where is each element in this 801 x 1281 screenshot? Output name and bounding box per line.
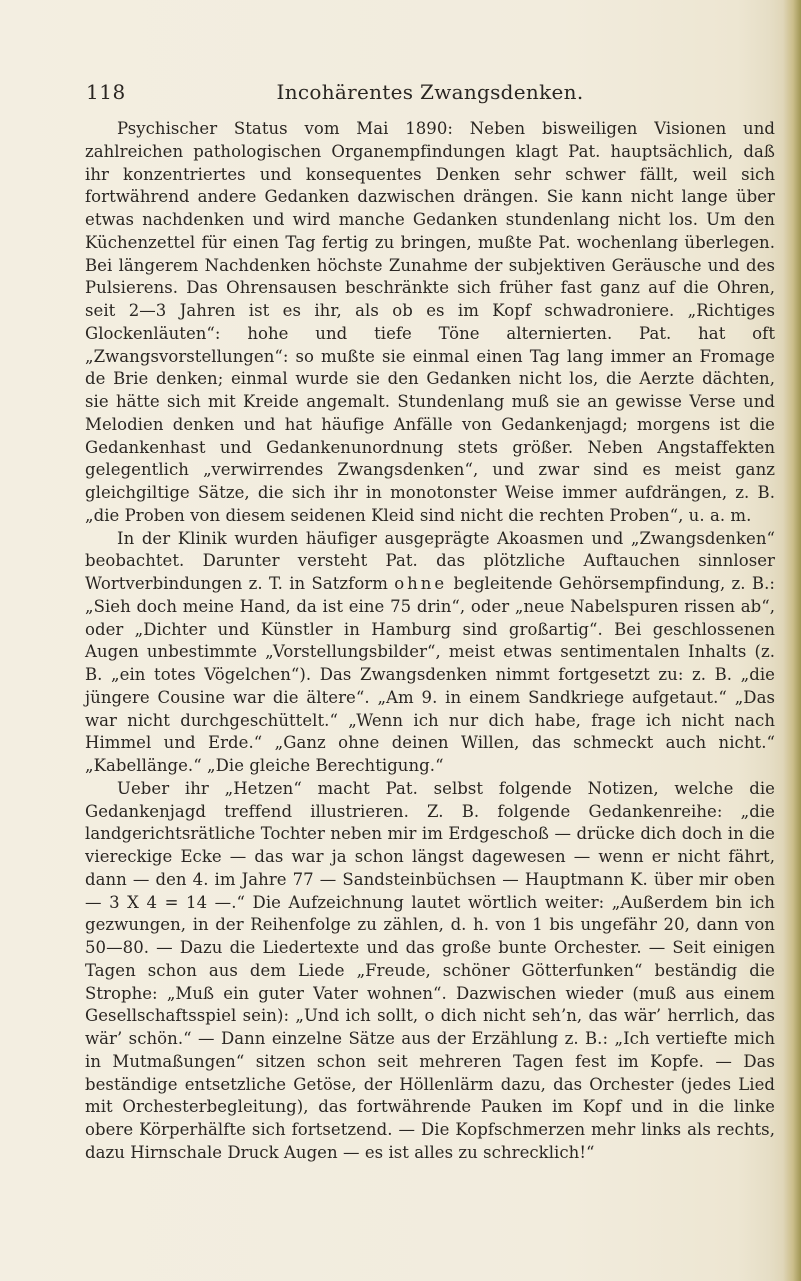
paragraph-text: Ueber ihr „Hetzen“ macht Pat. selbst folgende Notizen, welche die Gedankenjagd treffend illustrieren. Z. B. folgende Gedankenreihe: „die landgerichtsrätliche Tochter neben mir im Erdgeschoß — drücke dich doch in die viereckige Ecke — das war ja schon längst dagewesen — wenn er nicht fährt, dann — den 4. im Jahre 77 — Sandsteinbüchsen — Hauptmann K. über mir oben — 3 X 4 = 14 —.“ Die Aufzeichnung lautet wörtlich weiter: „Außerdem bin ich gezwungen, in der Reihenfolge zu zählen, d. h. von 1 bis ungefähr 20, dann von 50—80. — Dazu die Liedertexte und das große bunte Orchester. — Seit einigen Tagen schon aus dem Liede „Freude, schöner Götterfunken“ beständig die Strophe: „Muß ein guter Vater wohnen“. Dazwischen wieder (muß aus einem Gesellschaftsspiel sein): „Und ich sollt, o dich nicht seh’n, das wär’ herrlich, das wär’ schön.“ — Dann einzelne Sätze aus der Erzählung z. B.: „Ich vertiefte mich in Mutmaßungen“ sitzen schon seit mehreren Tagen fest im Kopfe. — Das beständige entsetzliche Getöse, der Höllenlärm dazu, das Orchester (jedes Lied mit Orchesterbegleitung), das fortwährende Pauken im Kopf und in die linke obere Körperhälfte sich fortsetzend. — Die Kopfschmerzen mehr links als rechts, dazu Hirnschale Druck Augen — es ist alles zu schrecklich!“ xyxy=(85,778,775,1162)
paragraph-text: Psychischer Status vom Mai 1890: Neben bisweiligen Visionen und zahlreichen pathologischen Organempfindungen klagt Pat. hauptsächlich, daß ihr konzentriertes und konsequentes Denken sehr schwer fällt, weil sich fortwährend andere Gedanken dazwischen drängen. Sie kann nicht lange über etwas nachdenken und wird manche Gedanken stundenlang nicht los. Um den Küchenzettel für einen Tag fertig zu bringen, mußte Pat. wochenlang überlegen. Bei längerem Nachdenken höchste Zunahme der subjektiven Geräusche und des Pulsierens. Das Ohrensausen beschränkte sich früher fast ganz auf die Ohren, seit 2—3 Jahren ist es ihr, als ob es im Kopf schwadroniere. „Richtiges Glockenläuten“: hohe und tiefe Töne alternierten. Pat. hat oft „Zwangsvorstellungen“: so mußte sie einmal einen Tag lang immer an Fromage de Brie denken; einmal wurde sie den Gedanken nicht los, die Aerzte dächten, sie hätte sich mit Kreide angemalt. Stundenlang muß sie an gewisse Verse und Melodien denken und hat häufige Anfälle von Gedankenjagd; morgens ist die Gedankenhast und Gedankenunordnung stets größer. Neben Angstaffekten gelegentlich „verwirrendes Zwangsdenken“, und zwar sind es meist ganz gleichgiltige Sätze, die sich ihr in monotonster Weise immer aufdrängen, z. B. „die Proben von diesem seidenen Kleid sind nicht die rechten Proben“, u. a. m. xyxy=(85,119,775,525)
page-header xyxy=(86,80,774,104)
paragraph-clinic-observations xyxy=(85,528,775,778)
page-number: 118 xyxy=(86,80,126,104)
body-text xyxy=(85,118,775,1165)
running-title: Incohärentes Zwangsdenken. xyxy=(276,80,584,104)
paragraph-text: begleitende Gehörsempfindung, z. B.: „Sieh doch meine Hand, da ist eine 75 drin“, oder „neue Nabelspuren rissen ab“, oder „Dichter und Künstler in Hamburg sind großartig“. Bei geschlossenen Augen unbestimmte „Vorstellungsbilder“, meist etwas sentimentalen Inhalts (z. B. „ein totes Vögelchen“). Das Zwangsdenken nimmt fortgesetzt zu: z. B. „die jüngere Cousine war die ältere“. „Am 9. in einem Sandkriege aufgetaut.“ „Das war nicht durchgeschüttelt.“ „Wenn ich nur dich habe, frage ich nicht nach Himmel und Erde.“ „Ganz ohne deinen Willen, das schmeckt auch nicht.“ „Kabellänge.“ „Die gleiche Berechtigung.“ xyxy=(85,574,775,775)
paragraph-text: In der Klinik wurden häufiger ausgeprägte Akoasmen und „Zwangsdenken“ beobachtet. Darunter versteht Pat. das plötzliche Auftauchen sinnloser Wortverbindungen z. T. in Satzform xyxy=(85,528,775,593)
paragraph-psychic-status xyxy=(85,118,775,528)
page-edge-shadow xyxy=(783,0,801,1281)
spaced-emphasis: ohne xyxy=(394,574,448,593)
paragraph-patient-notes xyxy=(85,778,775,1165)
